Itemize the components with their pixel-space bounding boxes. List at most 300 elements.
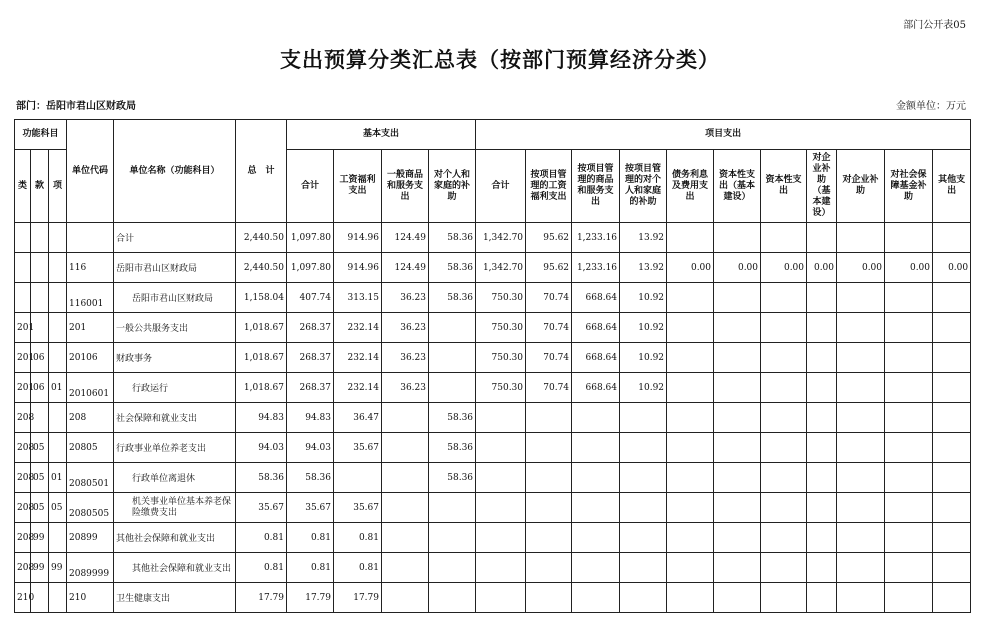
cell-amount: [837, 493, 885, 523]
cell-amount: 124.49: [382, 223, 429, 253]
cell-amount: 94.83: [287, 403, 334, 433]
cell-amount: [476, 493, 526, 523]
cell-amount: 35.67: [334, 493, 382, 523]
cell-unit-code: 116: [67, 253, 114, 283]
cell-amount: [476, 433, 526, 463]
cell-kuan: [31, 283, 49, 313]
cell-amount: 407.74: [287, 283, 334, 313]
cell-amount: [885, 343, 933, 373]
cell-unit-name: 行政单位离退休: [114, 463, 236, 493]
header-basic: 基本支出: [287, 120, 476, 150]
table-row: [15, 493, 971, 523]
header-project-col: 对社会保障基金补助: [885, 150, 933, 223]
table-number-label: 部门公开表05: [903, 20, 966, 31]
cell-amount: [572, 463, 620, 493]
header-lei: 类: [15, 150, 31, 223]
cell-amount: 94.83: [236, 403, 287, 433]
cell-lei: 208: [15, 553, 31, 583]
cell-unit-name: 合计: [114, 223, 236, 253]
cell-amount: 36.23: [382, 283, 429, 313]
cell-amount: 232.14: [334, 313, 382, 343]
cell-amount: 70.74: [526, 313, 572, 343]
cell-unit-code: 208: [67, 403, 114, 433]
cell-amount: 0.81: [334, 553, 382, 583]
cell-amount: 1,233.16: [572, 223, 620, 253]
cell-amount: [526, 583, 572, 613]
cell-amount: 58.36: [429, 463, 476, 493]
cell-amount: [933, 373, 971, 403]
cell-amount: 0.00: [837, 253, 885, 283]
cell-amount: 35.67: [334, 433, 382, 463]
cell-kuan: 05: [31, 463, 49, 493]
cell-amount: 95.62: [526, 223, 572, 253]
cell-kuan: 99: [31, 523, 49, 553]
cell-amount: 95.62: [526, 253, 572, 283]
cell-amount: [429, 583, 476, 613]
header-project-col: 债务利息及费用支出: [667, 150, 714, 223]
cell-amount: 10.92: [620, 283, 667, 313]
cell-amount: 94.03: [287, 433, 334, 463]
cell-amount: 58.36: [287, 463, 334, 493]
cell-amount: [837, 553, 885, 583]
cell-amount: [526, 553, 572, 583]
cell-amount: [837, 403, 885, 433]
cell-amount: 58.36: [429, 403, 476, 433]
cell-amount: [761, 493, 807, 523]
cell-amount: [807, 553, 837, 583]
expenditure-table: [14, 119, 971, 613]
cell-amount: [933, 433, 971, 463]
cell-amount: [429, 523, 476, 553]
cell-amount: [572, 493, 620, 523]
cell-amount: 668.64: [572, 343, 620, 373]
cell-amount: [761, 223, 807, 253]
cell-amount: 36.23: [382, 313, 429, 343]
cell-amount: 1,018.67: [236, 313, 287, 343]
cell-amount: 750.30: [476, 313, 526, 343]
cell-xiang: [49, 343, 67, 373]
cell-amount: 58.36: [236, 463, 287, 493]
cell-amount: [620, 433, 667, 463]
cell-amount: [667, 373, 714, 403]
cell-amount: [885, 373, 933, 403]
cell-amount: 914.96: [334, 253, 382, 283]
table-row: [15, 343, 971, 373]
cell-kuan: 05: [31, 433, 49, 463]
cell-amount: 2,440.50: [236, 253, 287, 283]
table-row: [15, 283, 971, 313]
cell-amount: 232.14: [334, 373, 382, 403]
cell-amount: [761, 343, 807, 373]
cell-amount: 914.96: [334, 223, 382, 253]
header-project-col: 按项目管理的商品和服务支出: [572, 150, 620, 223]
header-xiang: 项: [49, 150, 67, 223]
cell-amount: [714, 493, 761, 523]
cell-amount: [526, 403, 572, 433]
cell-amount: [837, 223, 885, 253]
cell-amount: [667, 283, 714, 313]
cell-amount: 1,097.80: [287, 223, 334, 253]
cell-amount: [885, 523, 933, 553]
cell-amount: [667, 313, 714, 343]
cell-amount: [885, 433, 933, 463]
cell-amount: [807, 283, 837, 313]
cell-amount: [714, 433, 761, 463]
cell-amount: [526, 493, 572, 523]
unit-label: 金额单位：万元: [896, 101, 966, 112]
cell-amount: [667, 343, 714, 373]
cell-amount: [667, 403, 714, 433]
cell-unit-name: 行政事业单位养老支出: [114, 433, 236, 463]
cell-amount: [572, 553, 620, 583]
cell-amount: [667, 523, 714, 553]
cell-kuan: 99: [31, 553, 49, 583]
cell-unit-name: 行政运行: [114, 373, 236, 403]
cell-xiang: 01: [49, 373, 67, 403]
cell-amount: 13.92: [620, 223, 667, 253]
table-row: [15, 553, 971, 583]
cell-amount: [572, 403, 620, 433]
cell-amount: [714, 553, 761, 583]
cell-amount: [885, 313, 933, 343]
cell-unit-code: 20805: [67, 433, 114, 463]
cell-amount: [885, 463, 933, 493]
cell-amount: [837, 433, 885, 463]
cell-lei: 201: [15, 313, 31, 343]
cell-amount: 268.37: [287, 313, 334, 343]
cell-amount: [620, 583, 667, 613]
table-row: [15, 223, 971, 253]
cell-amount: [382, 583, 429, 613]
header-project-col: 按项目管理的对个人和家庭的补助: [620, 150, 667, 223]
cell-amount: 0.81: [287, 523, 334, 553]
cell-amount: [667, 463, 714, 493]
cell-amount: 1,233.16: [572, 253, 620, 283]
cell-amount: [667, 433, 714, 463]
cell-amount: [807, 433, 837, 463]
department-label: 部门：岳阳市君山区财政局: [16, 101, 136, 112]
cell-amount: 750.30: [476, 283, 526, 313]
cell-amount: [837, 283, 885, 313]
cell-amount: 1,342.70: [476, 223, 526, 253]
cell-xiang: [49, 523, 67, 553]
header-basic-col: 工资福利支出: [334, 150, 382, 223]
cell-amount: [807, 493, 837, 523]
cell-amount: [761, 463, 807, 493]
cell-lei: 208: [15, 523, 31, 553]
cell-kuan: 06: [31, 343, 49, 373]
table-row: [15, 253, 971, 283]
cell-amount: 0.81: [334, 523, 382, 553]
cell-amount: 232.14: [334, 343, 382, 373]
cell-lei: 208: [15, 463, 31, 493]
cell-amount: [807, 463, 837, 493]
cell-amount: [429, 493, 476, 523]
cell-xiang: [49, 403, 67, 433]
cell-amount: [714, 313, 761, 343]
cell-amount: [476, 583, 526, 613]
cell-xiang: [49, 253, 67, 283]
cell-amount: 0.81: [236, 523, 287, 553]
cell-amount: [761, 403, 807, 433]
cell-amount: [620, 493, 667, 523]
cell-amount: [761, 433, 807, 463]
cell-amount: 750.30: [476, 373, 526, 403]
cell-amount: 0.00: [761, 253, 807, 283]
cell-amount: [933, 343, 971, 373]
cell-amount: [837, 463, 885, 493]
cell-amount: [714, 283, 761, 313]
cell-xiang: [49, 433, 67, 463]
cell-unit-name: 一般公共服务支出: [114, 313, 236, 343]
cell-amount: [933, 223, 971, 253]
cell-xiang: [49, 583, 67, 613]
cell-unit-code: 2010601: [67, 373, 114, 403]
cell-amount: 0.00: [807, 253, 837, 283]
cell-unit-name: 其他社会保障和就业支出: [114, 523, 236, 553]
cell-unit-code: 2089999: [67, 553, 114, 583]
cell-amount: 124.49: [382, 253, 429, 283]
cell-unit-name: 其他社会保障和就业支出: [114, 553, 236, 583]
cell-amount: 36.23: [382, 343, 429, 373]
cell-amount: [885, 553, 933, 583]
cell-amount: [933, 523, 971, 553]
cell-amount: [807, 223, 837, 253]
cell-amount: [761, 553, 807, 583]
table-row: [15, 523, 971, 553]
cell-amount: [807, 403, 837, 433]
cell-amount: 0.00: [933, 253, 971, 283]
cell-amount: [476, 403, 526, 433]
cell-amount: [382, 553, 429, 583]
cell-amount: [620, 523, 667, 553]
header-unit-code: 单位代码: [67, 120, 114, 223]
table-row: [15, 373, 971, 403]
cell-amount: 0.81: [236, 553, 287, 583]
cell-amount: [885, 583, 933, 613]
cell-amount: [807, 523, 837, 553]
cell-amount: [837, 523, 885, 553]
cell-amount: 17.79: [236, 583, 287, 613]
header-project: 项目支出: [476, 120, 971, 150]
cell-amount: 0.00: [885, 253, 933, 283]
page-title: 支出预算分类汇总表（按部门预算经济分类）: [280, 47, 720, 72]
cell-unit-code: [67, 223, 114, 253]
cell-amount: [714, 463, 761, 493]
header-project-col: 合计: [476, 150, 526, 223]
cell-amount: [572, 583, 620, 613]
cell-amount: [334, 463, 382, 493]
cell-amount: [382, 403, 429, 433]
cell-unit-name: 社会保障和就业支出: [114, 403, 236, 433]
cell-amount: 10.92: [620, 373, 667, 403]
cell-amount: [761, 313, 807, 343]
cell-unit-code: 201: [67, 313, 114, 343]
cell-amount: [885, 493, 933, 523]
header-basic-col: 一般商品和服务支出: [382, 150, 429, 223]
cell-amount: [885, 223, 933, 253]
cell-amount: [572, 523, 620, 553]
table-row: [15, 433, 971, 463]
cell-kuan: 05: [31, 493, 49, 523]
cell-xiang: [49, 313, 67, 343]
cell-amount: [933, 553, 971, 583]
cell-amount: [807, 313, 837, 343]
header-total: 总 计: [236, 120, 287, 223]
cell-amount: [933, 313, 971, 343]
cell-amount: [667, 223, 714, 253]
cell-unit-code: 116001: [67, 283, 114, 313]
cell-amount: [933, 463, 971, 493]
header-project-col: 资本性支出: [761, 150, 807, 223]
cell-amount: [429, 553, 476, 583]
cell-unit-code: 20106: [67, 343, 114, 373]
cell-amount: [885, 403, 933, 433]
cell-amount: 70.74: [526, 283, 572, 313]
cell-amount: [837, 313, 885, 343]
cell-lei: [15, 223, 31, 253]
cell-amount: [476, 523, 526, 553]
cell-unit-code: 20899: [67, 523, 114, 553]
cell-amount: 668.64: [572, 283, 620, 313]
cell-amount: [837, 373, 885, 403]
cell-amount: 58.36: [429, 253, 476, 283]
cell-lei: [15, 283, 31, 313]
cell-amount: [526, 433, 572, 463]
cell-amount: [476, 463, 526, 493]
cell-amount: 0.81: [287, 553, 334, 583]
cell-amount: [761, 373, 807, 403]
header-basic-col: 合计: [287, 150, 334, 223]
header-project-col: 对企业补助: [837, 150, 885, 223]
cell-amount: 94.03: [236, 433, 287, 463]
table-row: [15, 583, 971, 613]
cell-amount: 10.92: [620, 313, 667, 343]
cell-amount: 58.36: [429, 433, 476, 463]
cell-amount: 268.37: [287, 373, 334, 403]
cell-lei: 201: [15, 343, 31, 373]
cell-amount: [382, 523, 429, 553]
cell-xiang: 99: [49, 553, 67, 583]
cell-amount: [714, 373, 761, 403]
header-project-col: 资本性支出（基本建设）: [714, 150, 761, 223]
cell-unit-name: 机关事业单位基本养老保险缴费支出: [114, 493, 236, 523]
cell-kuan: 06: [31, 373, 49, 403]
cell-unit-name: 岳阳市君山区财政局: [114, 283, 236, 313]
cell-amount: [620, 553, 667, 583]
cell-amount: [429, 343, 476, 373]
cell-lei: 208: [15, 433, 31, 463]
cell-amount: 668.64: [572, 313, 620, 343]
cell-amount: [807, 583, 837, 613]
cell-amount: 268.37: [287, 343, 334, 373]
cell-unit-code: 2080501: [67, 463, 114, 493]
cell-amount: [667, 583, 714, 613]
cell-amount: 313.15: [334, 283, 382, 313]
cell-amount: 750.30: [476, 343, 526, 373]
cell-amount: [476, 553, 526, 583]
cell-lei: 208: [15, 403, 31, 433]
header-func-subject: 功能科目: [15, 120, 67, 150]
cell-amount: [714, 223, 761, 253]
header-unit-name: 单位名称（功能科目）: [114, 120, 236, 223]
cell-amount: [837, 583, 885, 613]
header-basic-col: 对个人和家庭的补助: [429, 150, 476, 223]
cell-unit-code: 2080505: [67, 493, 114, 523]
cell-amount: [429, 373, 476, 403]
cell-amount: [714, 403, 761, 433]
cell-amount: 0.00: [714, 253, 761, 283]
table-row: [15, 313, 971, 343]
cell-amount: 70.74: [526, 373, 572, 403]
cell-amount: [933, 283, 971, 313]
cell-unit-name: 财政事务: [114, 343, 236, 373]
cell-kuan: [31, 253, 49, 283]
cell-lei: 201: [15, 373, 31, 403]
cell-amount: 13.92: [620, 253, 667, 283]
cell-amount: [572, 433, 620, 463]
cell-amount: 17.79: [287, 583, 334, 613]
cell-amount: [933, 403, 971, 433]
cell-amount: [382, 493, 429, 523]
cell-amount: 17.79: [334, 583, 382, 613]
cell-amount: 35.67: [287, 493, 334, 523]
cell-amount: [714, 343, 761, 373]
cell-amount: [761, 283, 807, 313]
cell-lei: 210: [15, 583, 31, 613]
cell-amount: [761, 583, 807, 613]
table-row: [15, 463, 971, 493]
cell-amount: [526, 523, 572, 553]
cell-xiang: [49, 283, 67, 313]
cell-amount: 35.67: [236, 493, 287, 523]
cell-lei: [15, 253, 31, 283]
cell-amount: [667, 553, 714, 583]
cell-amount: [714, 523, 761, 553]
cell-amount: 668.64: [572, 373, 620, 403]
cell-kuan: [31, 223, 49, 253]
cell-amount: [933, 493, 971, 523]
cell-amount: [620, 463, 667, 493]
cell-amount: 36.23: [382, 373, 429, 403]
cell-amount: [382, 463, 429, 493]
cell-unit-name: 岳阳市君山区财政局: [114, 253, 236, 283]
table-row: [15, 403, 971, 433]
cell-amount: 36.47: [334, 403, 382, 433]
cell-amount: 1,158.04: [236, 283, 287, 313]
cell-amount: [807, 343, 837, 373]
cell-amount: [837, 343, 885, 373]
cell-amount: 2,440.50: [236, 223, 287, 253]
cell-amount: 70.74: [526, 343, 572, 373]
cell-amount: 1,097.80: [287, 253, 334, 283]
cell-amount: 0.00: [667, 253, 714, 283]
cell-unit-code: 210: [67, 583, 114, 613]
cell-amount: 1,342.70: [476, 253, 526, 283]
cell-amount: 58.36: [429, 283, 476, 313]
cell-xiang: [49, 223, 67, 253]
cell-amount: [761, 523, 807, 553]
cell-amount: 1,018.67: [236, 343, 287, 373]
cell-unit-name: 卫生健康支出: [114, 583, 236, 613]
cell-amount: [885, 283, 933, 313]
header-project-col: 对企业补助（基本建设）: [807, 150, 837, 223]
cell-amount: 1,018.67: [236, 373, 287, 403]
cell-amount: 58.36: [429, 223, 476, 253]
cell-xiang: 01: [49, 463, 67, 493]
cell-amount: [526, 463, 572, 493]
cell-amount: [667, 493, 714, 523]
